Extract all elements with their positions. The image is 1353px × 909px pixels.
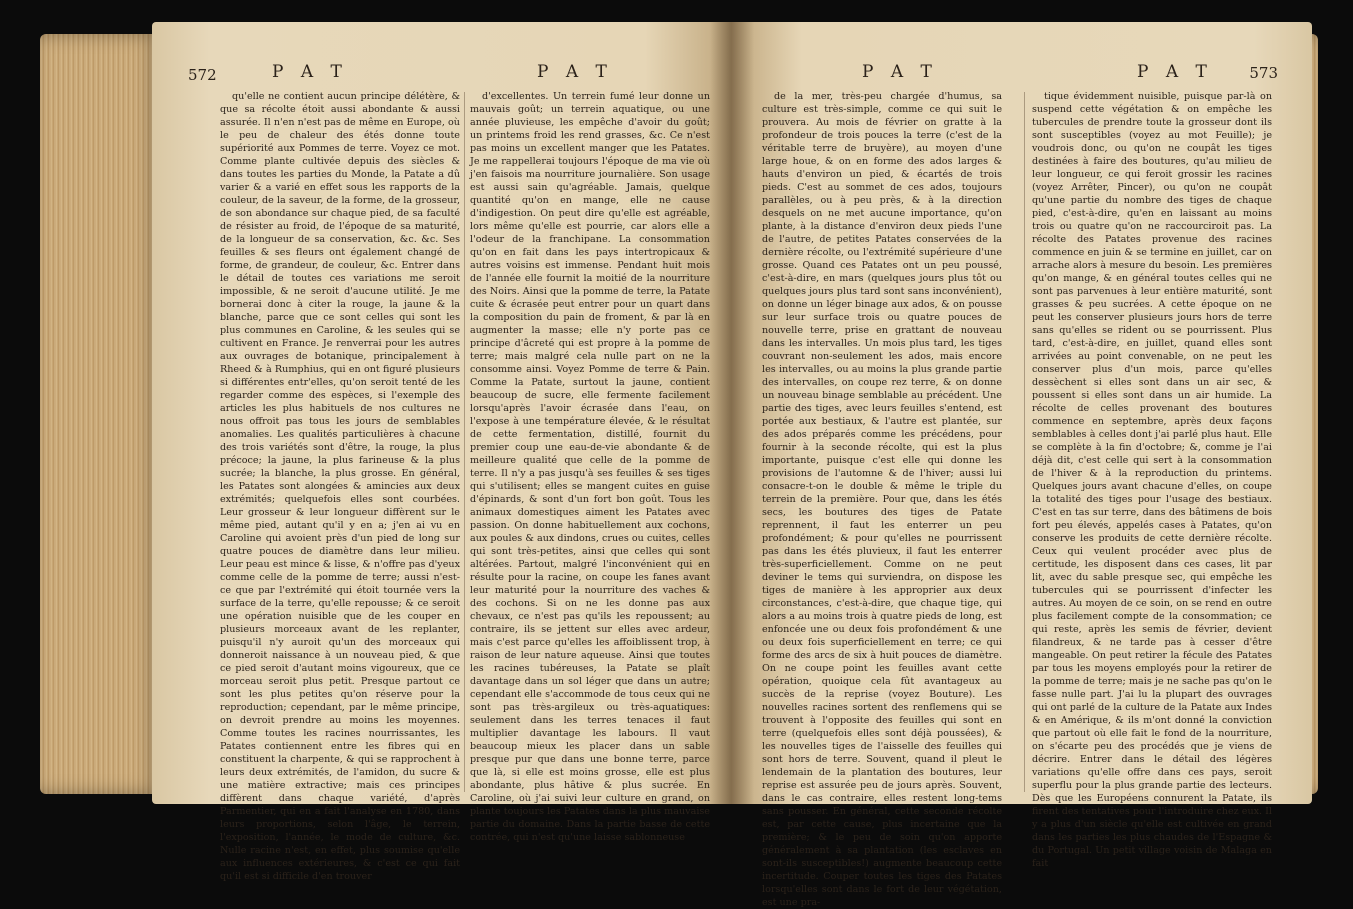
left-running-head-2: P A T bbox=[537, 62, 613, 82]
right-page bbox=[732, 22, 1312, 908]
right-page-number: 573 bbox=[1249, 64, 1278, 82]
open-book bbox=[40, 14, 1318, 908]
left-page bbox=[152, 22, 732, 882]
right-page-header bbox=[732, 62, 1312, 88]
right-column-rule bbox=[1024, 92, 1025, 792]
right-page-column-2 bbox=[1032, 90, 1272, 869]
left-column-rule bbox=[464, 92, 465, 792]
left-page-edges bbox=[40, 34, 160, 794]
right-col2-text: tique évidemment nuisible, puisque par-là on suspend cette végétation & on empêche les tubercules de prendre toute la grosseur dont ils sont susceptibles (voyez au mot Feuille); je voudrois donc, ou qu'on ne coupât les tiges destinées à faire des boutures, qu'au milieu de leur longueur, ce qui feroit grossir les racines (voyez Arrêter, Pincer), ou qu'on ne coupât qu'une partie du nombre des tiges de chaque pied, c'est-à-dire, qu'en en laissant au moins trois ou quatre qu'on ne raccourciroit pas. La récolte des Patates provenue des racines commence en juin & se termine en juillet, car on arrache alors à mesure du besoin. Les premières qu'on mange, & en général toutes celles qui ne sont pas parvenues à leur entière maturité, sont grasses & peu sucrées. A cette époque on ne peut les conserver plusieurs jours hors de terre sans qu'elles se rident ou se pourrissent. Plus tard, c'est-à-dire, en juillet, quand elles sont arrivées au point convenable, on ne peut les conserver plus d'un mois, parce qu'elles dessèchent si elles sont dans un air sec, & poussent si elles sont dans un air humide. La récolte de celles provenant des boutures commence en septembre, après deux façons semblables à celles dont j'ai parlé plus haut. Elle se complète à la fin d'octobre; &, comme je l'ai déjà dit, c'est celle qui sert à la consommation de l'hiver & à la reproduction du printems. Quelques jours avant chacune d'elles, on coupe la totalité des tiges pour l'usage des bestiaux. C'est en tas sur terre, dans des bâtimens de bois fort peu élevés, appelés cases à Patates, qu'on conserve les produits de cette dernière récolte. Ceux qui veulent procéder avec plus de certitude, les disposent dans ces cases, lit par lit, avec du sable presque sec, qui empêche les tubercules qui se pourrissent d'infecter les autres. Au moyen de ce soin, on se rend en outre plus facilement compte de la consommation; ce qui reste, après les semis de février, devient filandreux, & ne tarde pas à cesser d'être mangeable. On peut retirer la fécule des Patates par tous les moyens employés pour la retirer de la pomme de terre; mais je ne sache pas qu'on le fasse nulle part. J'ai lu la plupart des ouvrages qui ont parlé de la culture de la Patate aux Indes & en Amérique, & ils m'ont donné la conviction que partout où elle fait le fond de la nourriture, on s'écarte peu des procédés que je viens de décrire. Entrer dans le détail des légères variations qu'elle offre dans ces pays, seroit superflu pour la plus grande partie des lecteurs. Dès que les Européens connurent la Patate, ils firent des tentatives pour l'introduire chez eux. Il y a plus d'un siècle qu'elle est cultivée en grand dans les parties les plus chaudes de l'Espagne & du Portugal. Un petit village voisin de Malaga en fait bbox=[1032, 91, 1272, 869]
right-col1-text: de la mer, très-peu chargée d'humus, sa culture est très-simple, comme ce qui suit le prouvera. Au mois de février on gratte à la profondeur de trois pouces la terre (c'est de la véritable terre de bruyère), au moyen d'une large houe, & on en forme des ados larges & hauts d'environ un pied, & écartés de trois pieds. C'est au sommet de ces ados, toujours parallèles, ou à peu près, & à la direction desquels on ne met aucune importance, qu'on plante, à la distance d'environ deux pieds l'une de l'autre, de petites Patates conservées de la dernière récolte, ou l'extrémité supérieure d'une grosse. Quand ces Patates ont un peu poussé, c'est-à-dire, en mars (quelques jours plus tôt ou quelques jours plus tard sont sans inconvénient), on donne un léger binage aux ados, & on pousse sur leur surface trois ou quatre pouces de nouvelle terre, prise en grattant de nouveau dans les intervalles. Un mois plus tard, les tiges couvrant non-seulement les ados, mais encore les intervalles, ou au moins la plus grande partie des intervalles, on coupe rez terre, & on donne un nouveau binage semblable au précédent. Une partie des tiges, avec leurs feuilles s'entend, est portée aux bestiaux, & l'autre est plantée, sur des ados préparés comme les précédens, pour fournir à la seconde récolte, qui est la plus importante, puisque c'est elle qui donne les provisions de l'automne & de l'hiver; aussi lui consacre-t-on le double & même le triple du terrein de la première. Pour que, dans les étés secs, les boutures des tiges de Patate reprennent, il faut les enterrer un peu profondément; & pour qu'elles ne pourrissent pas dans les étés pluvieux, il faut les enterrer très-superficiellement. Comme on ne peut deviner le tems qui surviendra, on dispose les tiges de manière à les approprier aux deux circonstances, c'est-à-dire, que chaque tige, qui alors a au moins trois à quatre pieds de long, est enfoncée une ou deux fois profondément & une ou deux fois superficiellement en terre; ce qui forme des arcs de six à huit pouces de diamètre. On ne coupe point les feuilles avant cette opération, quoique cela fût avantageux au succès de la reprise (voyez Bouture). Les nouvelles racines sortent des renflemens qui se trouvent à l'opposite des feuilles qui sont en terre (quelquefois elles sont déjà poussées), & les nouvelles tiges de l'aisselle des feuilles qui sont hors de terre. Souvent, quand il pleut le lendemain de la plantation des boutures, leur reprise est assurée peu de jours après. Souvent, dans le cas contraire, elles restent long-tems sans pousser. En général, cette seconde récolte est, par cette cause, plus incertaine que la première; & le peu de soin qu'on apporte généralement à sa plantation (les esclaves en sont-ils susceptibles!) augmente beaucoup cette incertitude. Couper toutes les tiges des Patates lorsqu'elles sont dans le fort de leur végétation, est une pra- bbox=[762, 91, 1002, 908]
left-page-column-2 bbox=[470, 90, 710, 843]
left-page-header bbox=[152, 62, 732, 88]
left-page-number: 572 bbox=[188, 66, 217, 84]
left-page-column-1 bbox=[220, 90, 460, 882]
left-col2-text: d'excellentes. Un terrein fumé leur donne un mauvais goût; un terrein aquatique, ou une année pluvieuse, les empêche d'avoir du goût; un printems froid les rend grasses, &c. Ce n'est pas moins un excellent manger que les Patates. Je me rappellerai toujours l'époque de ma vie où j'en faisois ma nourriture journalière. Son usage est aussi sain qu'agréable. Jamais, quelque quantité qu'on en mange, elle ne cause d'indigestion. On peut dire qu'elle est agréable, lors même qu'elle est pourrie, car alors elle a l'odeur de la franchipane. La consommation qu'on en fait dans les pays intertropicaux & autres voisins est immense. Pendant huit mois de l'année elle fournit la moitié de la nourriture des Noirs. Ainsi que la pomme de terre, la Patate cuite & écrasée peut entrer pour un quart dans la composition du pain de froment, & par là en augmenter la masse; elle n'y porte pas ce principe d'âcreté qui est propre à la pomme de terre; mais malgré cela nulle part on ne la consomme ainsi. Voyez Pomme de terre & Pain. Comme la Patate, surtout la jaune, contient beaucoup de sucre, elle fermente facilement lorsqu'après l'avoir écrasée dans l'eau, on l'expose à une température élevée, & le résultat de cette fermentation, distillé, fournit du premier coup une eau-de-vie abondante & de meilleure qualité que celle de la pomme de terre. Il n'y a pas jusqu'à ses feuilles & ses tiges qui s'utilisent; elles se mangent cuites en guise d'épinards, & sont d'un fort bon goût. Tous les animaux domestiques aiment les Patates avec passion. On donne habituellement aux cochons, aux poules & aux dindons, crues ou cuites, celles qui sont très-petites, ainsi que celles qui sont altérées. Partout, malgré l'inconvénient qui en résulte pour la racine, on coupe les fanes avant leur maturité pour la nourriture des vaches & des cochons. Si on ne les donne pas aux chevaux, ce n'est pas qu'ils les repoussent; au contraire, ils se jettent sur elles avec ardeur, mais c'est parce qu'elles les affoiblissent trop, à raison de leur nature aqueuse. Ainsi que toutes les racines tubéreuses, la Patate se plaît davantage dans un sol léger que dans un autre; cependant elle s'accommode de tous ceux qui ne sont pas très-argileux ou très-aquatiques: seulement dans les terres tenaces il faut multiplier davantage les labours. Il vaut beaucoup mieux les placer dans un sable presque pur que dans une bonne terre, parce que là, si elle est moins grosse, elle est plus abondante, plus hâtive & plus sucrée. En Caroline, où j'ai suivi leur culture en grand, on plante toujours les Patates dans la plus mauvaise partie du domaine. Dans la partie basse de cette contrée, qui n'est qu'une laisse sablonneuse bbox=[470, 91, 710, 843]
left-running-head-1: P A T bbox=[272, 62, 348, 82]
right-running-head-1: P A T bbox=[862, 62, 938, 82]
right-page-column-1 bbox=[762, 90, 1002, 908]
left-col1-text: qu'elle ne contient aucun principe délétère, & que sa récolte étoit aussi abondante & aussi assurée. Il n'en n'est pas de même en Europe, où le peu de chaleur des étés donne toute supériorité aux Pommes de terre. Voyez ce mot. Comme plante cultivée depuis des siècles & dans toutes les parties du Monde, la Patate a dû varier & a varié en effet sous les rapports de la couleur, de la saveur, de la forme, de la grosseur, de son abondance sur chaque pied, de sa faculté de résister au froid, de l'époque de sa maturité, de la longueur de sa conservation, &c. &c. Ses feuilles & ses fleurs ont également changé de forme, de grandeur, de couleur, &c. Entrer dans le détail de toutes ces variations me seroit impossible, & ne seroit d'aucune utilité. Je me bornerai donc à citer la rouge, la jaune & la blanche, parce que ce sont celles qui sont les plus communes en Caroline, & les seules qui se cultivent en France. Je renverrai pour les autres aux ouvrages de botanique, principalement à Rheed & à Rumphius, qui en ont figuré plusieurs si différentes entr'elles, qu'on seroit tenté de les regarder comme des espèces, si l'exemple des articles les plus habituels de nos cultures ne nous offroit pas tous les jours de semblables anomalies. Les qualités particulières à chacune des trois variétés sont d'être, la rouge, la plus précoce; la jaune, la plus farineuse & la plus sucrée; la blanche, la plus grosse. En général, les Patates sont alongées & amincies aux deux extrémités; quelquefois elles sont courbées. Leur grosseur & leur longueur diffèrent sur le même pied, autant qu'il y en a; j'en ai vu en Caroline qui avoient près d'un pied de long sur quatre pouces de diamètre dans leur milieu. Leur peau est mince & lisse, & n'offre pas d'yeux comme celle de la pomme de terre; aussi n'est-ce que par l'extrémité qui étoit tournée vers la surface de la terre, qu'elle repousse; & ce seroit une opération nuisible que de les couper en plusieurs morceaux avant de les replanter, puisqu'il n'y auroit qu'un des morceaux qui donneroit naissance à un nouveau pied, & que ce pied seroit d'autant moins vigoureux, que ce morceau seroit plus petit. Presque partout ce sont les plus petites qu'on réserve pour la reproduction; cependant, par le même principe, on devroit prendre au moins les moyennes. Comme toutes les racines nourrissantes, les Patates contiennent entre les fibres qui en constituent la charpente, & qui se rapprochent à leurs deux extrémités, de l'amidon, du sucre & une matière extractive; mais ces principes diffèrent dans chaque variété, d'après Parmentier, qui en a fait l'analyse en 1780, dans leurs proportions, selon l'âge, le terrein, l'exposition, l'année, le mode de culture, &c. Nulle racine n'est, en effet, plus soumise qu'elle aux influences extérieures, & c'est ce qui fait qu'il est si difficile d'en trouver bbox=[220, 91, 460, 882]
right-running-head-2: P A T bbox=[1137, 62, 1213, 82]
